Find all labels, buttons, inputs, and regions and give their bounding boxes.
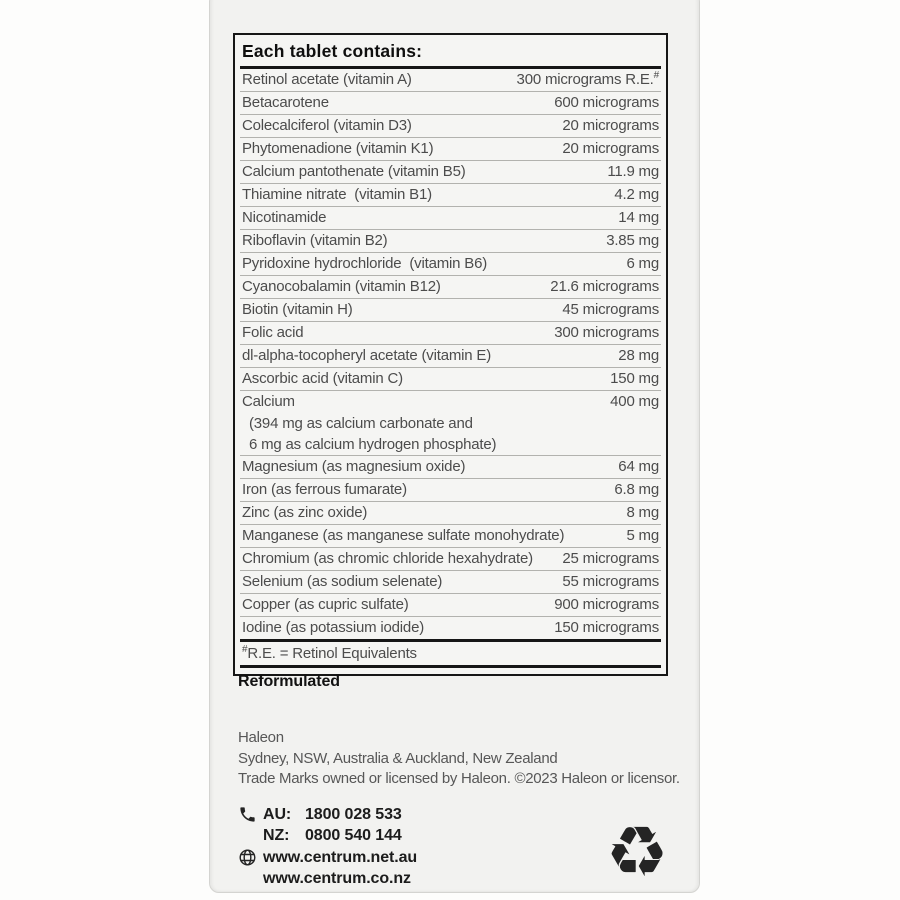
phone-au-label: AU: <box>263 805 292 823</box>
ingredient-amount: 5 mg <box>626 527 659 544</box>
table-header: Each tablet contains: <box>240 35 661 69</box>
table-row <box>240 322 661 345</box>
ingredient-name: Folic acid <box>242 324 304 341</box>
table-row <box>240 69 661 92</box>
table-row-main <box>240 138 661 160</box>
ingredient-name: Magnesium (as magnesium oxide) <box>242 458 466 475</box>
table-row <box>240 115 661 138</box>
table-row-main <box>240 276 661 298</box>
ingredient-amount: 11.9 mg <box>607 163 659 180</box>
ingredients-table <box>233 33 668 676</box>
ingredient-amount: 6 mg <box>626 255 659 272</box>
ingredient-name: Iron (as ferrous fumarate) <box>242 481 407 498</box>
company-info <box>238 728 680 790</box>
ingredient-name: Calcium <box>242 393 295 410</box>
table-row-main <box>240 594 661 616</box>
table-row <box>240 502 661 525</box>
company-trademark: Trade Marks owned or licensed by Haleon. ©2023 Haleon or licensor. <box>238 770 680 787</box>
ingredient-amount: 28 mg <box>618 347 659 364</box>
ingredient-name: Thiamine nitrate (vitamin B1) <box>242 186 432 203</box>
table-row <box>240 276 661 299</box>
ingredient-name: Manganese (as manganese sulfate monohydrate) <box>242 527 565 544</box>
ingredient-amount: 150 micrograms <box>554 619 659 636</box>
table-row-main <box>240 115 661 137</box>
table-row <box>240 548 661 571</box>
table-row <box>240 207 661 230</box>
table-row <box>240 525 661 548</box>
ingredient-amount: 20 micrograms <box>562 117 659 134</box>
ingredient-amount: 900 micrograms <box>554 596 659 613</box>
table-row <box>240 368 661 391</box>
ingredient-name: Betacarotene <box>242 94 329 111</box>
table-row-main <box>240 617 661 639</box>
ingredient-name: Biotin (vitamin H) <box>242 301 353 318</box>
ingredient-amount: 64 mg <box>618 458 659 475</box>
table-footnote <box>240 642 661 668</box>
phone-nz-label: NZ: <box>263 827 290 845</box>
website-nz: www.centrum.co.nz <box>263 870 411 888</box>
ingredient-note: 6 mg as calcium hydrogen phosphate) <box>249 436 497 453</box>
table-row-main <box>240 345 661 367</box>
table-body <box>235 69 666 642</box>
label-panel <box>209 0 700 893</box>
globe-icon <box>238 848 263 867</box>
footnote-symbol: # <box>242 644 248 655</box>
phone-nz-row <box>238 826 417 848</box>
table-row <box>240 594 661 617</box>
table-row <box>240 138 661 161</box>
table-row <box>240 253 661 276</box>
ingredient-name: Zinc (as zinc oxide) <box>242 504 368 521</box>
ingredient-amount: 300 micrograms R.E.# <box>516 70 659 88</box>
phone-nz-number: 0800 540 144 <box>305 827 402 845</box>
phone-icon <box>238 805 263 824</box>
table-row <box>240 391 661 456</box>
table-row-main <box>240 548 661 570</box>
website-nz-row <box>238 869 417 891</box>
table-row-main <box>240 161 661 183</box>
table-row-main <box>240 230 661 252</box>
ingredient-amount: 21.6 micrograms <box>550 278 659 295</box>
ingredient-amount: 14 mg <box>618 209 659 226</box>
table-row-main <box>240 502 661 524</box>
ingredient-amount: 20 micrograms <box>562 140 659 157</box>
ingredient-name: Pyridoxine hydrochloride (vitamin B6) <box>242 255 488 272</box>
table-row <box>240 184 661 207</box>
company-name: Haleon <box>238 729 284 746</box>
ingredient-amount: 4.2 mg <box>614 186 659 203</box>
ingredient-name: Chromium (as chromic chloride hexahydrate) <box>242 550 533 567</box>
ingredient-name: Retinol acetate (vitamin A) <box>242 71 412 88</box>
table-row-main <box>240 368 661 390</box>
ingredient-amount: 25 micrograms <box>562 550 659 567</box>
ingredient-name: dl-alpha-tocopheryl acetate (vitamin E) <box>242 347 491 364</box>
ingredient-name: Colecalciferol (vitamin D3) <box>242 117 412 134</box>
ingredient-amount: 600 micrograms <box>554 94 659 111</box>
footnote-text: R.E. = Retinol Equivalents <box>247 645 417 662</box>
table-row-main <box>240 253 661 275</box>
table-row-main <box>240 571 661 593</box>
ingredient-note: (394 mg as calcium carbonate and <box>249 415 473 432</box>
table-row-main <box>240 456 661 478</box>
table-row-main <box>240 391 661 413</box>
ingredient-name: Phytomenadione (vitamin K1) <box>242 140 434 157</box>
ingredient-amount: 150 mg <box>610 370 659 387</box>
table-row-main <box>240 479 661 501</box>
recycle-icon: ♻ <box>605 811 669 893</box>
reformulated-label: Reformulated <box>238 673 340 690</box>
table-row-main <box>240 322 661 344</box>
ingredient-name: Iodine (as potassium iodide) <box>242 619 425 636</box>
ingredient-amount: 55 micrograms <box>562 573 659 590</box>
table-row <box>240 617 661 642</box>
table-row-main <box>240 92 661 114</box>
ingredient-amount: 3.85 mg <box>606 232 659 249</box>
table-row <box>240 456 661 479</box>
ingredient-name: Nicotinamide <box>242 209 327 226</box>
table-row-main <box>240 525 661 547</box>
table-row-main <box>240 69 661 91</box>
ingredient-amount: 8 mg <box>626 504 659 521</box>
table-row <box>240 230 661 253</box>
ingredient-name: Copper (as cupric sulfate) <box>242 596 409 613</box>
ingredient-name: Cyanocobalamin (vitamin B12) <box>242 278 441 295</box>
table-row <box>240 299 661 322</box>
website-au-row <box>238 847 417 869</box>
ingredient-amount: 300 micrograms <box>554 324 659 341</box>
contact-block <box>238 804 417 890</box>
ingredient-name: Riboflavin (vitamin B2) <box>242 232 388 249</box>
table-row-main <box>240 184 661 206</box>
table-row-main <box>240 207 661 229</box>
table-row <box>240 161 661 184</box>
amount-footnote-symbol: # <box>653 70 659 81</box>
phone-au-number: 1800 028 533 <box>305 805 402 823</box>
table-row <box>240 92 661 115</box>
table-row <box>240 479 661 502</box>
phone-au-row <box>238 804 417 826</box>
table-row <box>240 345 661 368</box>
ingredient-amount: 6.8 mg <box>614 481 659 498</box>
table-row <box>240 571 661 594</box>
ingredient-name: Ascorbic acid (vitamin C) <box>242 370 403 387</box>
ingredient-name: Selenium (as sodium selenate) <box>242 573 443 590</box>
ingredient-name: Calcium pantothenate (vitamin B5) <box>242 163 466 180</box>
company-address: Sydney, NSW, Australia & Auckland, New Zealand <box>238 749 558 767</box>
ingredient-amount: 45 micrograms <box>562 301 659 318</box>
ingredient-amount: 400 mg <box>610 393 659 410</box>
website-au: www.centrum.net.au <box>263 848 418 866</box>
table-row-main <box>240 299 661 321</box>
